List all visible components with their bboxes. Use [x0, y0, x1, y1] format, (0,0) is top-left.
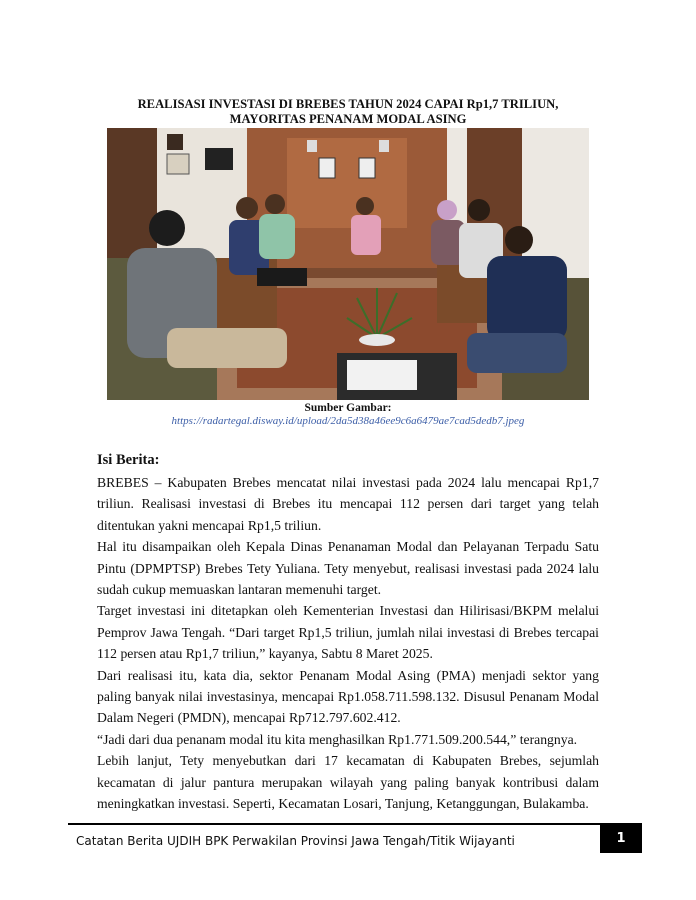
article-body	[97, 472, 599, 815]
page-number: 1	[600, 823, 642, 853]
news-photo	[107, 128, 589, 400]
footer-divider	[68, 823, 642, 825]
article-title	[100, 97, 596, 127]
paragraph: BREBES – Kabupaten Brebes mencatat nilai investasi pada 2024 lalu mencapai Rp1,7 triliun. Realisasi investasi di Brebes itu mencapai 112 persen dari target yang telah ditentukan yakni mencapai Rp1,5 triliun.	[97, 475, 599, 533]
title-line-2: MAYORITAS PENANAM MODAL ASING	[229, 112, 467, 126]
footer-text: Catatan Berita UJDIH BPK Perwakilan Provinsi Jawa Tengah/Titik Wijayanti	[76, 834, 515, 848]
paragraph: Lebih lanjut, Tety menyebutkan dari 17 kecamatan di Kabupaten Brebes, sejumlah kecamatan di jalur pantura merupakan wilayah yang paling banyak kontribusi dalam meningkatkan investasi. Seperti, Kecamatan Losari, Tanjung, Ketanggungan, Bulakamba.	[97, 753, 599, 812]
paragraph: Hal itu disampaikan oleh Kepala Dinas Penanaman Modal dan Pelayanan Terpadu Satu Pintu (DPMPTSP) Brebes Tety Yuliana. Tety menyebut, realisasi investasi pada 2024 lalu sudah cukup memuaskan lantaran memenuhi target.	[97, 539, 599, 598]
paragraph: Target investasi ini ditetapkan oleh Kementerian Investasi dan Hilirisasi/BKPM melalui Pemprov Jawa Tengah. “Dari target Rp1,5 triliun, jumlah nilai investasi di Brebes tercapai 112 persen atau Rp1,7 triliun,” kayanya, Sabtu 8 Maret 2025.	[97, 603, 599, 662]
section-label: Isi Berita:	[97, 452, 160, 468]
paragraph: “Jadi dari dua penanam modal itu kita menghasilkan Rp1.771.509.200.544,” terangnya.	[97, 731, 578, 747]
paragraph: Dari realisasi itu, kata dia, sektor Penanam Modal Asing (PMA) menjadi sektor yang paling banyak nilai investasinya, mencapai Rp1.058.711.598.132. Disusul Penanam Modal Dalam Negeri (PMDN), mencapai Rp712.797.602.412.	[97, 667, 599, 726]
image-source-label: Sumber Gambar:	[304, 402, 392, 414]
title-line-1: REALISASI INVESTASI DI BREBES TAHUN 2024 CAPAI Rp1,7 TRILIUN,	[137, 97, 559, 111]
image-source-link[interactable]: https://radartegal.disway.id/upload/2da5d38a46ee9c6a6479ae7cad5dedb7.jpeg	[171, 415, 525, 427]
